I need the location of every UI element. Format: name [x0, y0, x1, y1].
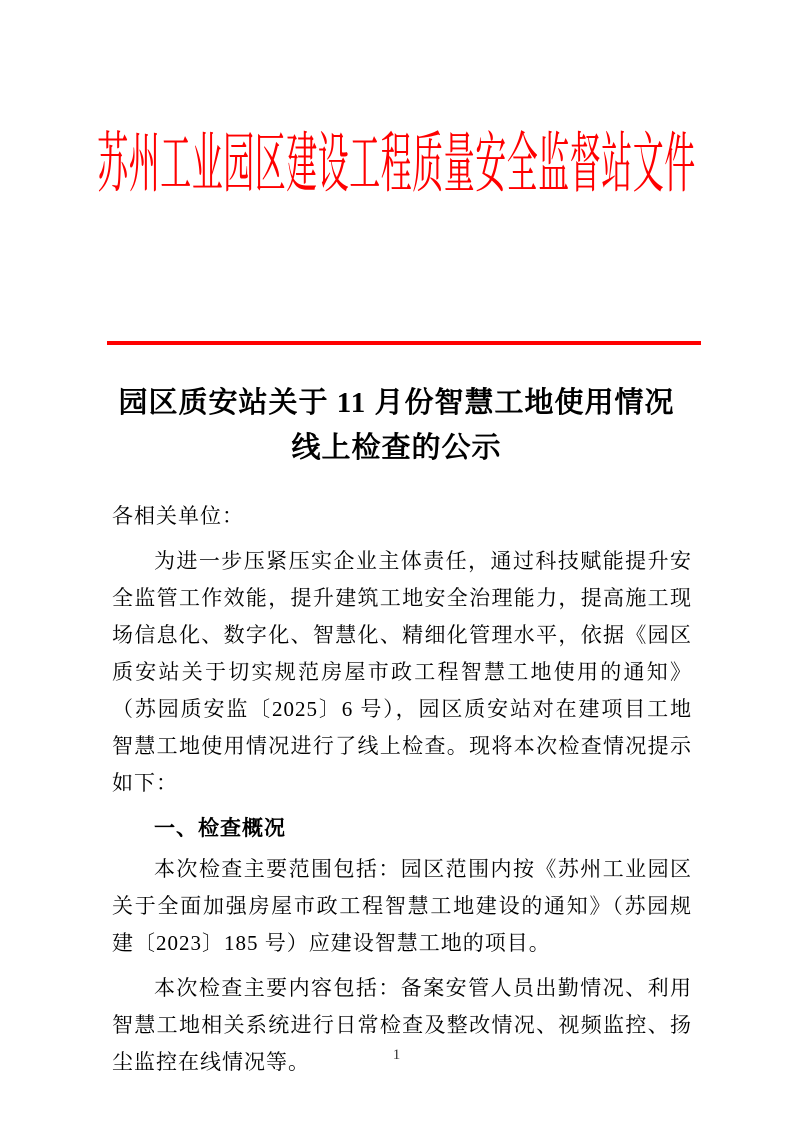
- letterhead-title: 苏州工业园区建设工程质量安全监督站文件: [97, 126, 696, 201]
- document-body: [112, 498, 692, 1089]
- body-paragraph-intro: 为进一步压紧压实企业主体责任，通过科技赋能提升安全监管工作效能，提升建筑工地安全治理能力，提高施工现场信息化、数字化、智慧化、精细化管理水平，依据《园区质安站关于切实规范房屋市政工程智慧工地使用的通知》（苏园质安监〔2025〕6 号），园区质安站对在建项目工地智慧工地使用情况进行了线上检查。现将本次检查情况提示如下：: [112, 549, 692, 795]
- document-title: [0, 381, 793, 471]
- body-paragraph-content: 本次检查主要内容包括：备案安管人员出勤情况、利用智慧工地相关系统进行日常检查及整改情况、视频监控、扬尘监控在线情况等。: [112, 976, 692, 1074]
- red-divider-line: [107, 341, 701, 345]
- document-title-line2: 线上检查的公示: [291, 432, 502, 464]
- page-number: 1: [392, 1047, 401, 1063]
- body-paragraph-scope: 本次检查主要范围包括：园区范围内按《苏州工业园区关于全面加强房屋市政工程智慧工地建设的通知》（苏园规建〔2023〕185 号）应建设智慧工地的项目。: [112, 857, 692, 955]
- section-heading-inspection-overview: 一、检查概况: [154, 817, 286, 840]
- document-title-line1: 园区质安站关于 11 月份智慧工地使用情况: [118, 387, 675, 419]
- salutation: 各相关单位：: [112, 504, 244, 528]
